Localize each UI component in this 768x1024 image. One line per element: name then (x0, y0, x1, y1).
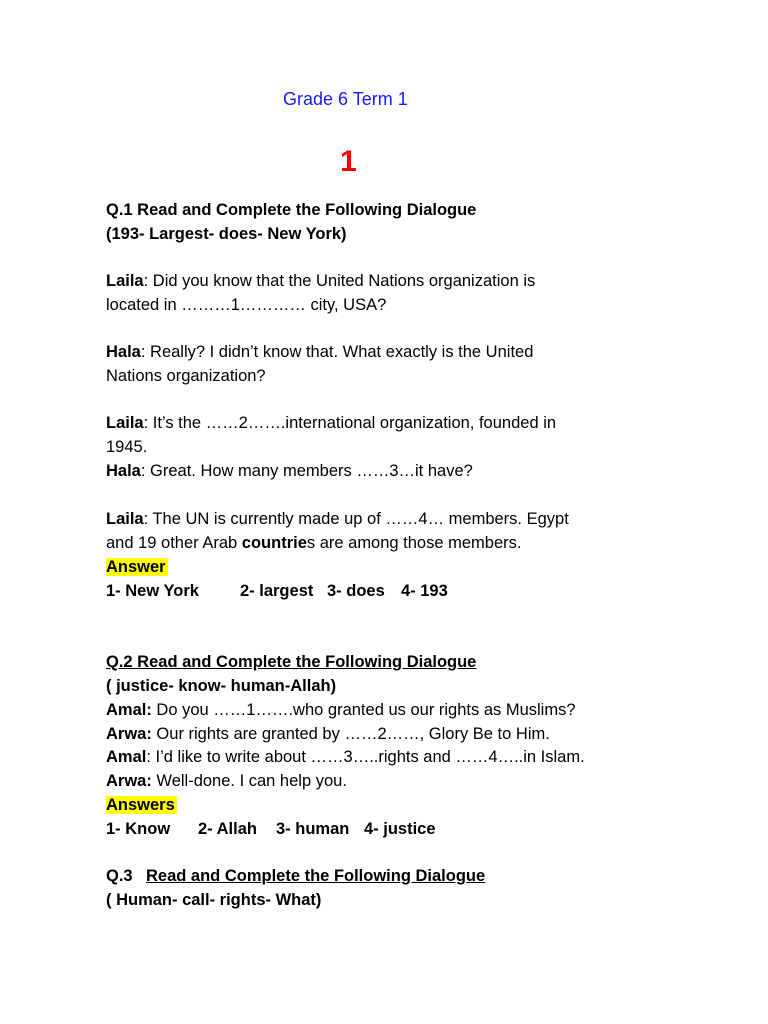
dialogue-text: : Great. How many members ……3…it have? (140, 462, 473, 480)
dialogue-text: : The UN is currently made up of ……4… members. Egypt (143, 510, 569, 528)
speaker-name: Arwa: (106, 772, 152, 790)
q1-heading: Q.1 Read and Complete the Following Dialogue (106, 201, 477, 219)
dialogue-text: and 19 other Arab (106, 534, 242, 552)
q2-line-3 (106, 746, 585, 768)
speaker-name: Amal (106, 748, 147, 766)
answer-item: 2- Allah (198, 820, 257, 838)
q2-word-bank: ( justice- know- human-Allah) (106, 677, 337, 695)
q1-line-2 (106, 294, 386, 316)
dialogue-text: : I’d like to write about ……3…..rights and ……4…..in Islam. (146, 748, 585, 766)
page-number: 1 (340, 145, 357, 178)
dialogue-text: Nations organization? (106, 367, 266, 385)
q2-line-4 (106, 770, 347, 792)
answer-label: Answer (106, 558, 166, 576)
bold-word: countrie (241, 534, 307, 552)
q2-heading: Q.2 Read and Complete the Following Dialogue (106, 653, 477, 671)
q1-line-7 (106, 460, 473, 482)
speaker-name: Arwa: (106, 725, 152, 743)
q1-line-8 (106, 508, 569, 530)
dialogue-text: Our rights are granted by ……2……, Glory Be to Him. (151, 725, 550, 743)
q1-line-3 (106, 341, 533, 363)
speaker-name: Hala (106, 343, 141, 361)
dialogue-text: : Really? I didn’t know that. What exactly is the United (140, 343, 534, 361)
answer-item: 1- New York (106, 582, 199, 600)
dialogue-text: Do you ……1…….who granted us our rights as Muslims? (151, 701, 576, 719)
q3-heading (106, 865, 485, 887)
q2-answer-label-line (106, 794, 177, 816)
q1-line-6 (106, 436, 147, 458)
q1-answer-label-line (106, 556, 168, 578)
speaker-name: Laila (106, 510, 144, 528)
page-title: Grade 6 Term 1 (283, 89, 408, 109)
answer-item: 1- Know (106, 820, 171, 838)
dialogue-text: s are among those members. (306, 534, 522, 552)
answer-item: 4- 193 (401, 582, 448, 600)
answer-item: 3- human (276, 820, 350, 838)
q1-answers (106, 580, 448, 602)
answer-label: Answers (106, 796, 175, 814)
dialogue-text: 1945. (106, 438, 148, 456)
speaker-name: Hala (106, 462, 141, 480)
dialogue-text: located in ………1………… city, USA? (106, 296, 387, 314)
dialogue-text: Well-done. I can help you. (151, 772, 347, 790)
question-title: Read and Complete the Following Dialogue (146, 867, 486, 885)
answer-item: 4- justice (364, 820, 436, 838)
speaker-name: Laila (106, 272, 144, 290)
dialogue-text: : Did you know that the United Nations organization is (143, 272, 536, 290)
q2-answers (106, 818, 436, 840)
answer-item: 3- does (327, 582, 385, 600)
speaker-name: Amal: (106, 701, 152, 719)
q1-line-5 (106, 412, 556, 434)
speaker-name: Laila (106, 414, 144, 432)
q1-line-9 (106, 532, 521, 554)
q2-line-2 (106, 723, 550, 745)
q2-line-1 (106, 699, 576, 721)
q1-word-bank: (193- Largest- does- New York) (106, 225, 347, 243)
answer-item: 2- largest (240, 582, 314, 600)
dialogue-text: : It’s the ……2…….international organization, founded in (143, 414, 557, 432)
question-number: Q.3 (106, 867, 133, 885)
q1-line-4 (106, 365, 266, 387)
q1-line-1 (106, 270, 535, 292)
q3-word-bank: ( Human- call- rights- What) (106, 891, 322, 909)
